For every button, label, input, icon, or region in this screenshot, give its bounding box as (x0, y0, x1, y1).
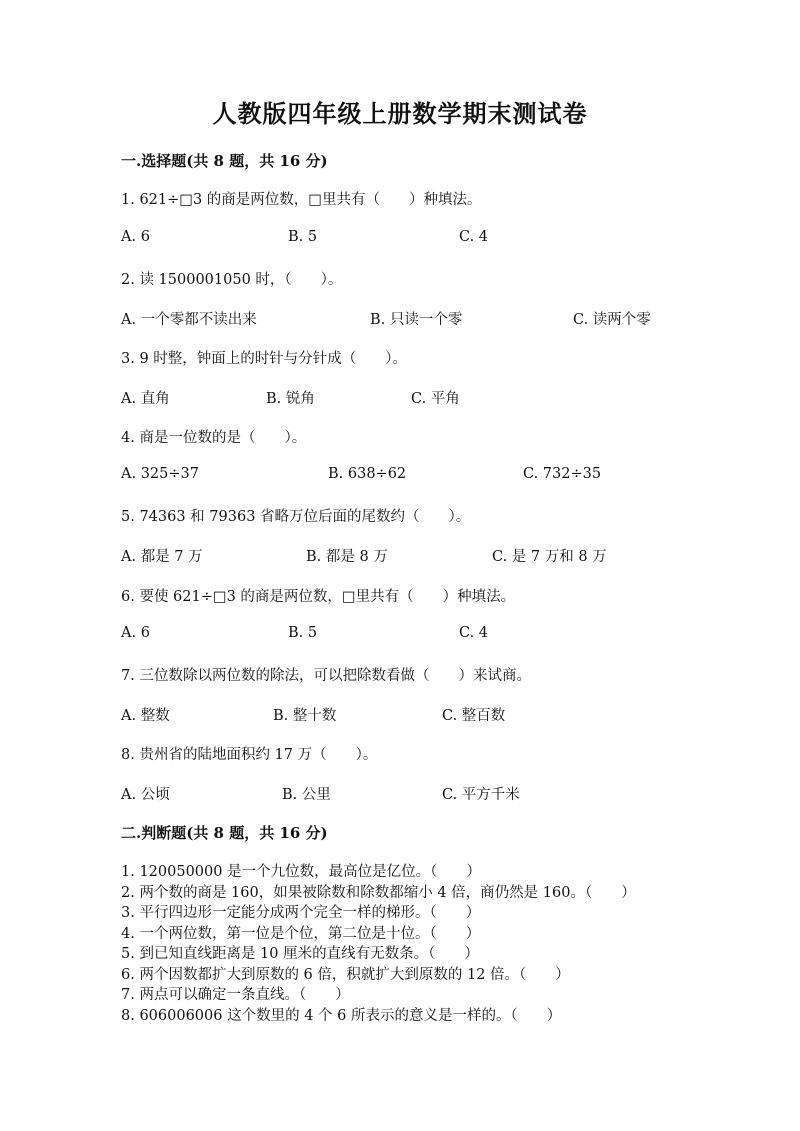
judgement-list (121, 862, 636, 1026)
option-b: B. 638÷62 (328, 466, 407, 482)
judgement-item-5: 5. 到已知直线距离是 10 厘米的直线有无数条。（ ） (121, 946, 479, 962)
page-title: 人教版四年级上册数学期末测试卷 (212, 99, 588, 128)
options-5 (121, 545, 721, 565)
option-c: C. 4 (459, 625, 489, 641)
option-a: A. 都是 7 万 (121, 549, 203, 565)
option-a: A. 325÷37 (121, 466, 199, 482)
question-3: 3. 9 时整，钟面上的时针与分针成（ ）。 (121, 351, 408, 367)
judgement-item-7: 7. 两点可以确定一条直线。（ ） (121, 987, 350, 1003)
option-b: B. 公里 (282, 787, 331, 803)
option-b: B. 都是 8 万 (306, 549, 388, 565)
judgement-item-6: 6. 两个因数都扩大到原数的 6 倍，积就扩大到原数的 12 倍。（ ） (121, 966, 570, 983)
question-2: 2. 读 1500001050 时，（ ）。 (121, 272, 343, 288)
judgement-item-1: 1. 120050000 是一个九位数，最高位是亿位。（ ） (121, 864, 481, 880)
section-heading-choice: 一.选择题(共 8 题，共 16 分) (121, 152, 328, 170)
options-2 (121, 308, 721, 328)
question-6: 6. 要使 621÷□3 的商是两位数，□里共有（ ）种填法。 (121, 589, 516, 605)
option-b: B. 5 (288, 229, 318, 245)
options-3 (121, 387, 721, 407)
options-4 (121, 466, 721, 486)
option-a: A. 一个零都不读出来 (121, 312, 257, 328)
question-7: 7. 三位数除以两位数的除法，可以把除数看做（ ）来试商。 (121, 668, 531, 684)
option-b: B. 5 (288, 625, 318, 641)
option-c: C. 读两个零 (573, 312, 651, 328)
option-a: A. 直角 (121, 391, 170, 407)
judgement-item-2: 2. 两个数的商是 160，如果被除数和除数都缩小 4 倍，商仍然是 160。（ ） (121, 884, 636, 901)
question-1: 1. 621÷□3 的商是两位数，□里共有（ ）种填法。 (121, 192, 482, 208)
options-7 (121, 704, 721, 724)
option-b: B. 只读一个零 (370, 312, 463, 328)
option-c: C. 平角 (411, 391, 460, 407)
section-heading-judgement: 二.判断题(共 8 题，共 16 分) (121, 824, 328, 842)
options-8 (121, 783, 721, 803)
option-a: A. 整数 (121, 708, 170, 724)
option-b: B. 整十数 (273, 708, 337, 724)
options-6 (121, 625, 721, 645)
option-c: C. 平方千米 (442, 787, 520, 803)
question-8: 8. 贵州省的陆地面积约 17 万（ ）。 (121, 747, 378, 763)
option-a: A. 公顷 (121, 787, 170, 803)
judgement-item-8: 8. 606006006 这个数里的 4 个 6 所表示的意义是一样的。（ ） (121, 1007, 562, 1024)
judgement-item-4: 4. 一个两位数，第一位是个位，第二位是十位。（ ） (121, 925, 481, 942)
options-1 (121, 229, 721, 249)
judgement-item-3: 3. 平行四边形一定能分成两个完全一样的梯形。（ ） (121, 905, 481, 921)
option-b: B. 锐角 (266, 391, 315, 407)
option-c: C. 是 7 万和 8 万 (492, 549, 607, 565)
question-4: 4. 商是一位数的是（ ）。 (121, 430, 307, 446)
option-a: A. 6 (121, 229, 150, 245)
question-5: 5. 74363 和 79363 省略万位后面的尾数约（ ）。 (121, 509, 471, 525)
option-c: C. 整百数 (442, 708, 506, 724)
option-c: C. 4 (459, 229, 489, 245)
option-a: A. 6 (121, 625, 150, 641)
option-c: C. 732÷35 (523, 466, 602, 482)
